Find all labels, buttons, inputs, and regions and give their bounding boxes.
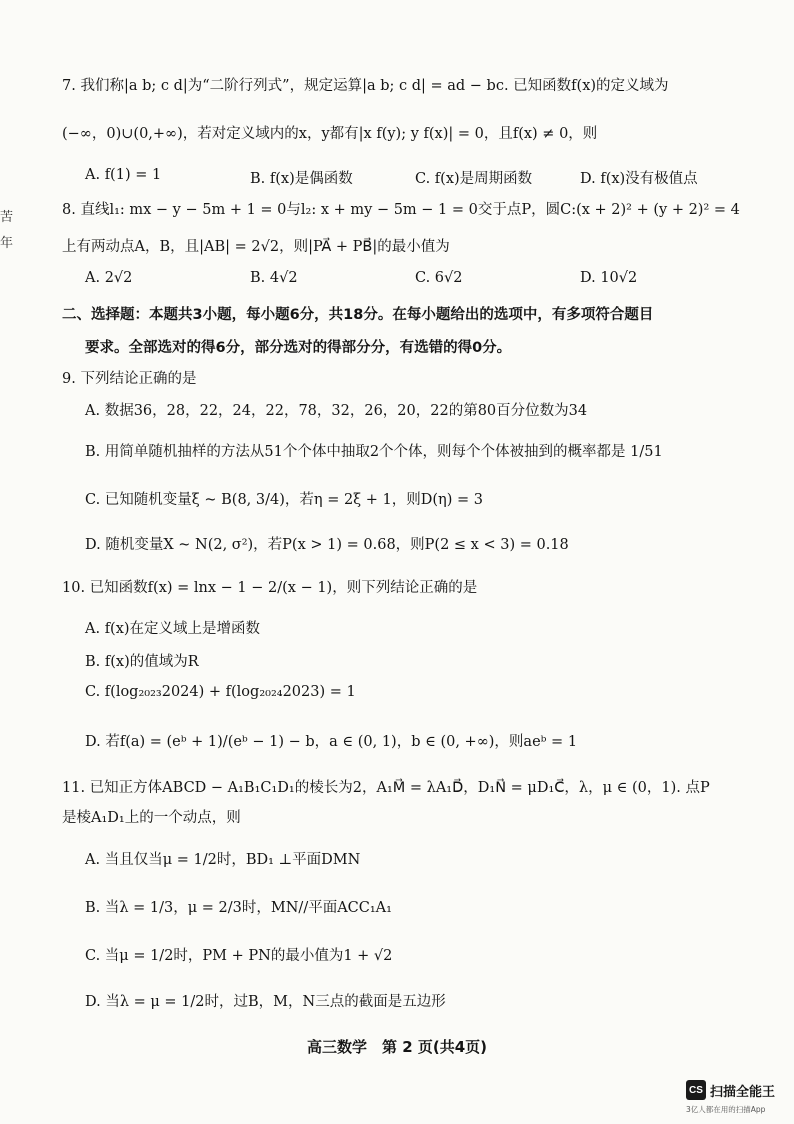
q8-stem-line2: 上有两动点A，B，且|AB| = 2√2，则|PA⃗ + PB⃗|的最小值为 xyxy=(62,239,450,255)
q7-options xyxy=(85,167,745,188)
section-heading-line1: 二、选择题：本题共3小题，每小题6分，共18分。在每小题给出的选项中，有多项符合题目 xyxy=(62,307,654,323)
q10-option-b: B. f(x)的值域为R xyxy=(85,654,199,670)
q8-option-c: C. 6√2 xyxy=(415,270,463,286)
q7-option-a: A. f(1) = 1 xyxy=(85,167,162,183)
margin-char: 苦 xyxy=(0,210,14,225)
q9-stem: 9. 下列结论正确的是 xyxy=(62,371,197,387)
q7-stem-line2: (−∞，0)∪(0,+∞)，若对定义域内的x，y都有|x f(y); y f(x)| = 0，且f(x) ≠ 0，则 xyxy=(62,126,598,142)
section-heading-line2: 要求。全部选对的得6分，部分选对的得部分分，有选错的得0分。 xyxy=(85,340,512,356)
q8-option-a: A. 2√2 xyxy=(85,270,133,286)
q8-option-d: D. 10√2 xyxy=(580,270,638,286)
q11-option-a: A. 当且仅当μ = 1/2时，BD₁ ⊥平面DMN xyxy=(85,852,361,868)
q10-stem: 10. 已知函数f(x) = lnx − 1 − 2/(x − 1)，则下列结论正确的是 xyxy=(62,580,478,596)
margin-char: 年 xyxy=(0,236,14,251)
q9-option-c: C. 已知随机变量ξ ~ B(8, 3/4)，若η = 2ξ + 1，则D(η) = 3 xyxy=(85,492,483,508)
q10-option-c: C. f(log₂₀₂₃2024) + f(log₂₀₂₄2023) = 1 xyxy=(85,684,356,700)
q11-option-b: B. 当λ = 1/3，μ = 2/3时，MN//平面ACC₁A₁ xyxy=(85,900,392,916)
q8-stem-line1: 8. 直线l₁: mx − y − 5m + 1 = 0与l₂: x + my − 5m − 1 = 0交于点P，圆C:(x + 2)² + (y + 2)² = 4 xyxy=(62,202,740,218)
q11-stem-line2: 是棱A₁D₁上的一个动点，则 xyxy=(62,810,241,826)
q11-option-d: D. 当λ = μ = 1/2时，过B，M，N三点的截面是五边形 xyxy=(85,994,446,1010)
q11-stem-line1: 11. 已知正方体ABCD − A₁B₁C₁D₁的棱长为2，A₁M⃗ = λA₁D⃗，D₁N⃗ = μD₁C⃗，λ，μ ∈ (0，1). 点P xyxy=(62,780,710,796)
cs-logo-icon: CS xyxy=(686,1080,706,1100)
q9-option-a: A. 数据36，28，22，24，22，78，32，26，20，22的第80百分位数为34 xyxy=(85,403,588,419)
q10-option-a: A. f(x)在定义域上是增函数 xyxy=(85,621,261,637)
scanner-logo-name: 扫描全能王 xyxy=(710,1084,776,1100)
q7-option-d: D. f(x)没有极值点 xyxy=(580,171,698,187)
q9-option-b: B. 用简单随机抽样的方法从51个个体中抽取2个个体，则每个个体被抽到的概率都是 1/51 xyxy=(85,444,663,460)
q8-option-b: B. 4√2 xyxy=(250,270,298,286)
q11-option-c: C. 当μ = 1/2时，PM + PN的最小值为1 + √2 xyxy=(85,948,393,964)
scanner-logo xyxy=(686,1080,775,1100)
q7-stem-line1: 7. 我们称|a b; c d|为“二阶行列式”，规定运算|a b; c d| = ad − bc. 已知函数f(x)的定义域为 xyxy=(62,78,669,94)
page-footer: 高三数学 第 2 页(共4页) xyxy=(306,1038,488,1056)
q7-option-c: C. f(x)是周期函数 xyxy=(415,171,533,187)
q10-option-d: D. 若f(a) = (eᵇ + 1)/(eᵇ − 1) − b，a ∈ (0, 1)，b ∈ (0, +∞)，则aeᵇ = 1 xyxy=(85,734,578,750)
q7-option-b: B. f(x)是偶函数 xyxy=(250,171,353,187)
q8-options xyxy=(85,270,745,286)
q9-option-d: D. 随机变量X ~ N(2, σ²)，若P(x > 1) = 0.68，则P(2 ≤ x < 3) = 0.18 xyxy=(85,537,569,553)
scanner-logo-tagline: 3亿人都在用的扫描App xyxy=(686,1105,766,1114)
